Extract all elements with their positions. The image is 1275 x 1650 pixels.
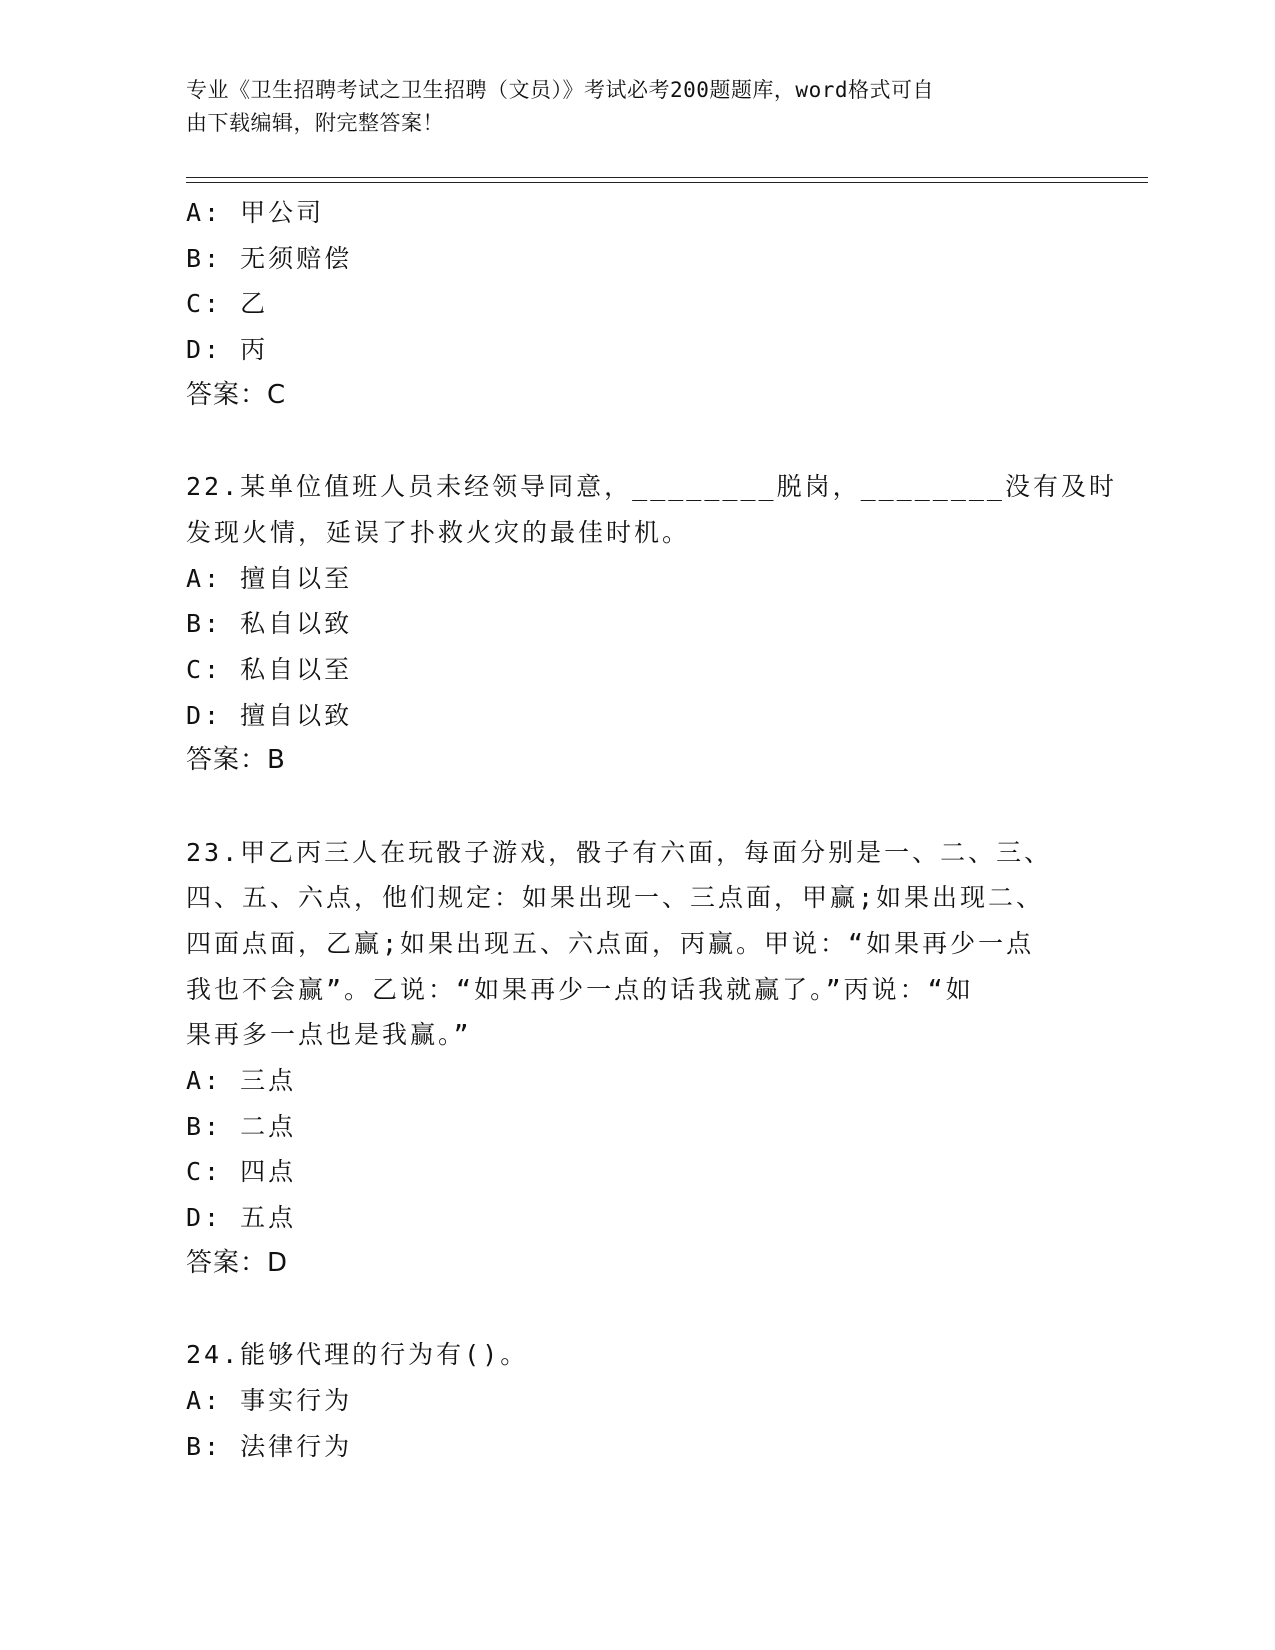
spacer xyxy=(186,1287,1086,1333)
option-d: D: 五点 xyxy=(186,1203,297,1233)
question-text-line: 22.某单位值班人员未经领导同意，________脱岗，________没有及时 xyxy=(186,472,1117,502)
question-21 xyxy=(186,190,1086,418)
question-text-line: 我也不会赢”。乙说：“如果再少一点的话我就赢了。”丙说：“如 xyxy=(186,974,974,1004)
option-a: A: 事实行为 xyxy=(186,1385,353,1415)
question-text-line: 果再多一点也是我赢。” xyxy=(186,1020,472,1050)
question-list xyxy=(186,190,1117,1469)
header-divider-bottom xyxy=(186,182,1148,183)
option-b: B: 无须赔偿 xyxy=(186,243,353,273)
question-text-line: 23.甲乙丙三人在玩骰子游戏，骰子有六面，每面分别是一、二、三、 xyxy=(186,837,1053,867)
option-b: B: 法律行为 xyxy=(186,1431,353,1461)
option-a: A: 甲公司 xyxy=(186,198,325,227)
option-c: C: 私自以至 xyxy=(186,654,353,684)
answer: 答案：C xyxy=(186,379,287,410)
question-22 xyxy=(186,464,1117,784)
option-a: A: 三点 xyxy=(186,1066,297,1096)
option-c: C: 四点 xyxy=(186,1157,297,1187)
question-23 xyxy=(186,830,1086,1287)
option-b: B: 私自以致 xyxy=(186,609,353,639)
question-text-line: 四、五、六点，他们规定：如果出现一、三点面，甲赢;如果出现二、 xyxy=(186,883,1045,913)
option-a: A: 擅自以至 xyxy=(186,563,353,593)
question-text-line: 发现火情，延误了扑救火灾的最佳时机。 xyxy=(186,517,691,547)
question-24 xyxy=(186,1332,1086,1469)
option-c: C: 乙 xyxy=(186,289,269,319)
question-text-line: 24.能够代理的行为有()。 xyxy=(186,1340,529,1370)
option-b: B: 二点 xyxy=(186,1111,297,1141)
header-line-2: 由下载编辑，附完整答案！ xyxy=(186,111,444,135)
document-header xyxy=(186,74,1066,140)
spacer xyxy=(186,418,1086,464)
header-divider-top xyxy=(186,177,1148,178)
answer: 答案：B xyxy=(186,745,286,776)
spacer xyxy=(186,784,1086,830)
answer: 答案：D xyxy=(186,1247,289,1278)
header-line-1: 专业《卫生招聘考试之卫生招聘（文员）》考试必考200题题库，word格式可自 xyxy=(186,78,934,102)
option-d: D: 擅自以致 xyxy=(186,700,353,730)
option-d: D: 丙 xyxy=(186,335,269,365)
question-text-line: 四面点面，乙赢;如果出现五、六点面，丙赢。甲说：“如果再少一点 xyxy=(186,929,1035,958)
